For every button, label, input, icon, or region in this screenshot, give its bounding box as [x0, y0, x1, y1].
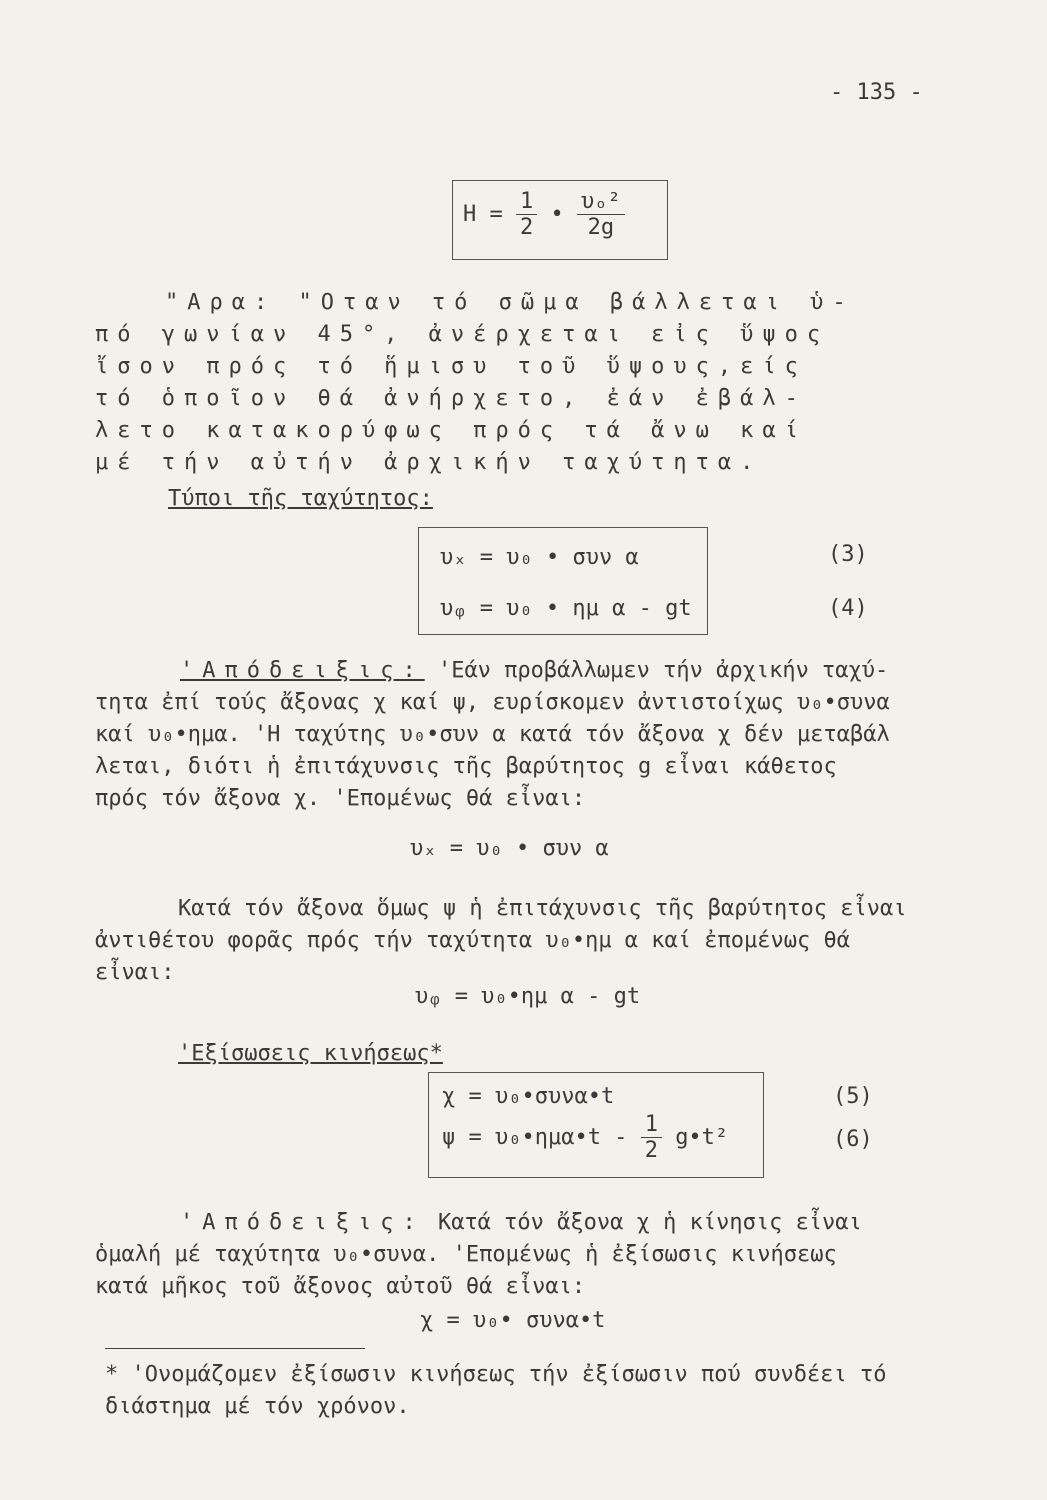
- dot-operator: •: [550, 202, 564, 227]
- height-formula-box: [452, 180, 668, 260]
- proof-line: ὁμαλή μέ ταχύτητα υ₀•συνα. 'Επομένως ἡ ἐξίσωσις κινήσεως: [95, 1242, 837, 1267]
- para1-line: πό γωνίαν 45°, ἀνέρχεται εἰς ὕψος: [95, 322, 830, 347]
- equation-x-centered: χ = υ₀• συνα•t: [420, 1308, 606, 1333]
- proof2-paragraph: [180, 1212, 862, 1234]
- equation-vy-centered: υᵩ = υ₀•ημ α - gt: [415, 984, 641, 1009]
- proof-label: 'Απόδειξις:: [180, 658, 425, 683]
- proof-line: ἀντιθέτου φορᾶς πρός τήν ταχύτητα υ₀•ημ α καί ἐπομένως θά: [95, 928, 850, 953]
- proof-line: πρός τόν ἄξονα χ. 'Επομένως θά εἶναι:: [95, 786, 586, 811]
- equation-x-of-t: χ = υ₀•συνα•t: [442, 1084, 615, 1109]
- equation-y-of-t: [442, 1112, 728, 1163]
- fraction-half: [641, 1112, 662, 1163]
- footnote-line: διάστημα μέ τόν χρόνον.: [105, 1394, 410, 1419]
- equation-number-6: (6): [833, 1127, 873, 1152]
- para1-line: "Αρα: "Οταν τό σῶμα βάλλεται ὑ-: [165, 290, 855, 315]
- height-formula: [463, 189, 625, 240]
- equation-lhs: ψ = υ₀•ημα•t -: [442, 1125, 628, 1150]
- proof-line: λεται, διότι ἡ ἐπιτάχυνσις τῆς βαρύτητος g εἶναι κάθετος: [95, 754, 837, 779]
- proof-line: κατά μῆκος τοῦ ἄξονος αὐτοῦ θά εἶναι:: [95, 1274, 586, 1299]
- fraction-numerator: υₒ²: [577, 189, 625, 215]
- equation-number-5: (5): [833, 1084, 873, 1109]
- page-number: - 135 -: [830, 80, 923, 105]
- fraction-denominator: 2: [520, 215, 534, 240]
- heading-velocity-formulas: Τύποι τῆς ταχύτητος:: [168, 486, 433, 511]
- proof-line: εἶναι:: [95, 960, 175, 985]
- fraction-numerator: 1: [641, 1112, 662, 1138]
- fraction-half: [516, 189, 537, 240]
- proof-label: 'Απόδειξις:: [180, 1210, 425, 1235]
- proof-line: τητα ἐπί τούς ἄξονας χ καί ψ, ευρίσκομεν ἀντιστοίχως υ₀•συνα: [95, 690, 890, 715]
- equation-rhs: g•t²: [675, 1125, 729, 1150]
- footnote-divider: [105, 1348, 365, 1349]
- equation-number-3: (3): [828, 542, 868, 567]
- proof-line: Κατά τόν ἄξονα χ ἡ κίνησις εἶναι: [424, 1210, 862, 1235]
- height-formula-lhs: H =: [463, 202, 503, 227]
- para1-line: ἴσον πρός τό ἥμισυ τοῦ ὕψους,είς: [95, 354, 807, 379]
- para1-line: τό ὁποῖον θά ἀνήρχετο, ἐάν ἐβάλ-: [95, 386, 807, 411]
- fraction-numerator: 1: [516, 189, 537, 215]
- footnote-line: * 'Ονομάζομεν ἐξίσωσιν κινήσεως τήν ἐξίσωσιν πού συνδέει τό: [105, 1362, 887, 1387]
- equation-vy: υᵩ = υ₀ • ημ α - gt: [440, 596, 692, 621]
- equation-number-4: (4): [828, 596, 868, 621]
- para1-line: μέ τήν αὐτήν ἀρχικήν ταχύτητα.: [95, 450, 763, 475]
- proof1-paragraph: [180, 660, 888, 682]
- fraction-denominator: 2: [644, 1138, 658, 1163]
- proof-line: καί υ₀•ημα. 'Η ταχύτης υ₀•συν α κατά τόν ἄξονα χ δέν μεταβάλ: [95, 722, 890, 747]
- equation-vx-centered: υₓ = υ₀ • συν α: [410, 836, 609, 861]
- equation-vx: υₓ = υ₀ • συν α: [440, 545, 639, 570]
- fraction-denominator: 2g: [587, 215, 615, 240]
- heading-equations-of-motion: 'Εξίσωσεις κινήσεως*: [178, 1041, 443, 1066]
- proof-line: 'Εάν προβάλλωμεν τήν ἀρχικήν ταχύ-: [424, 658, 889, 683]
- proof-line: Κατά τόν ἄξονα ὅμως ψ ἡ ἐπιτάχυνσις τῆς βαρύτητος εἶναι: [178, 896, 907, 921]
- fraction-v0sq-over-2g: [577, 189, 625, 240]
- para1-line: λετο κατακορύφως πρός τά ἄνω καί: [95, 418, 807, 443]
